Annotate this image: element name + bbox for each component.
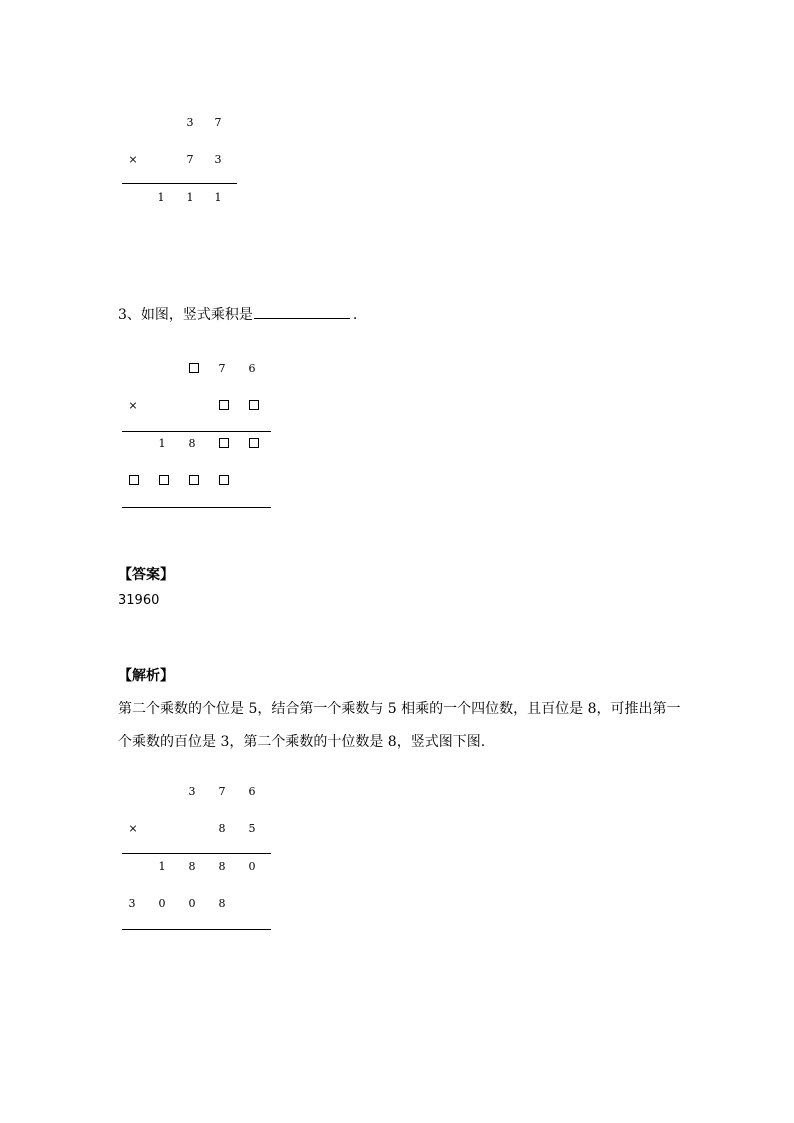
digit: 3 (188, 785, 196, 798)
rule-line (122, 853, 271, 854)
digit: 6 (248, 785, 256, 798)
digit: 7 (214, 116, 222, 129)
blank-box (189, 475, 199, 485)
digit: 1 (158, 860, 166, 873)
digit: 7 (218, 785, 226, 798)
digit: 8 (188, 437, 196, 450)
answer-heading: 【答案】 (118, 567, 174, 583)
analysis-heading: 【解析】 (118, 668, 174, 684)
digit: 8 (218, 860, 226, 873)
digit: 0 (158, 897, 166, 910)
digit: 3 (186, 116, 194, 129)
multiply-sign: × (128, 399, 138, 412)
digit: 7 (218, 362, 226, 375)
rule-line (122, 183, 237, 184)
blank-box (219, 400, 229, 410)
digit: 0 (188, 897, 196, 910)
digit: 6 (248, 362, 256, 375)
blank-box (159, 475, 169, 485)
analysis-line-2: 个乘数的百位是 3，第二个乘数的十位数是 8，竖式图下图. (118, 734, 486, 750)
blank-box (129, 475, 139, 485)
rule-line (122, 507, 271, 508)
digit: 0 (248, 860, 256, 873)
analysis-line-1: 第二个乘数的个位是 5，结合第一个乘数与 5 相乘的一个四位数，且百位是 8，可推出第一 (118, 701, 681, 717)
multiply-sign: × (128, 153, 138, 166)
blank-box (249, 438, 259, 448)
question-text: 3、如图，竖式乘积是 (118, 307, 253, 323)
digit: 1 (186, 191, 194, 204)
blank-box (219, 438, 229, 448)
blank-box (219, 475, 229, 485)
digit: 5 (248, 822, 256, 835)
digit: 8 (188, 860, 196, 873)
digit: 1 (157, 191, 165, 204)
answer-blank (254, 304, 350, 319)
digit: 1 (158, 437, 166, 450)
rule-line (122, 929, 271, 930)
digit: 8 (218, 897, 226, 910)
question-3 (118, 304, 357, 325)
digit: 8 (218, 822, 226, 835)
digit: 1 (214, 191, 222, 204)
answer-value: 31960 (118, 593, 160, 608)
blank-box (249, 400, 259, 410)
question-end: . (352, 307, 358, 323)
blank-box (189, 363, 199, 373)
digit: 3 (128, 897, 136, 910)
digit: 3 (214, 153, 222, 166)
rule-line (122, 431, 271, 432)
digit: 7 (186, 153, 194, 166)
multiply-sign: × (128, 822, 138, 835)
